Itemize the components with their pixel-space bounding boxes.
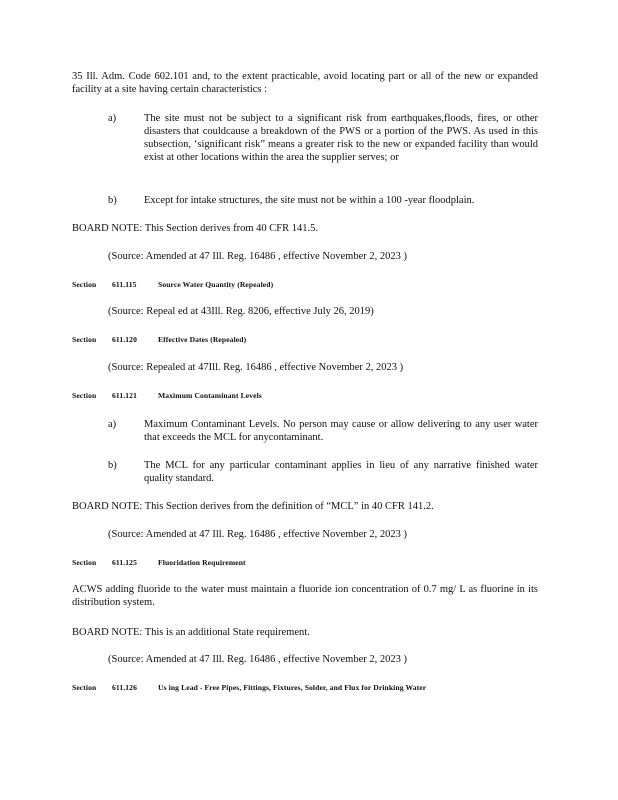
fluoridation-paragraph: ACWS adding fluoride to the water must maintain a fluoride ion concentration of 0.7 mg/ L as fluorine in its distribution system. bbox=[72, 584, 538, 608]
board-note: BOARD NOTE: This is an additional State requirement. bbox=[72, 627, 310, 638]
item-label: b) bbox=[108, 460, 117, 471]
section-title: Maximum Contaminant Levels bbox=[158, 391, 262, 400]
section-title: Fluoridation Requirement bbox=[158, 558, 246, 567]
list-item bbox=[108, 418, 538, 446]
section-number: 611.125 bbox=[112, 558, 137, 567]
list-item bbox=[108, 459, 538, 487]
item-label: a) bbox=[108, 113, 117, 124]
list-item bbox=[108, 112, 538, 180]
section-number: 611.121 bbox=[112, 391, 137, 400]
section-title: Source Water Quantity (Repealed) bbox=[158, 280, 274, 289]
item-label: a) bbox=[108, 419, 117, 430]
item-text: The MCL for any particular contaminant applies in lieu of any narrative finished water quality standard. bbox=[144, 460, 538, 484]
section-label: Section bbox=[72, 280, 97, 289]
section-label: Section bbox=[72, 335, 97, 344]
section-label: Section bbox=[72, 558, 97, 567]
section-heading bbox=[72, 279, 538, 291]
section-label: Section bbox=[72, 683, 97, 692]
item-text: The site must not be subject to a significant risk from earthquakes,floods, fires, or other disasters that couldcause a breakdown of the PWS or a portion of the PWS. As used in this subsection, ‘significant risk” means a greater risk to the new or expanded facility than would exist at other locations within the area the supplier serves; or bbox=[144, 113, 538, 163]
source-note: (Source: Repealed at 47Ill. Reg. 16486 , effective November 2, 2023 ) bbox=[108, 362, 404, 373]
section-number: 611.115 bbox=[112, 280, 137, 289]
source-note: (Source: Amended at 47 Ill. Reg. 16486 , effective November 2, 2023 ) bbox=[108, 251, 407, 262]
item-label: b) bbox=[108, 195, 117, 206]
source-note: (Source: Repeal ed at 43Ill. Reg. 8206, effective July 26, 2019) bbox=[108, 306, 374, 317]
section-number: 611.120 bbox=[112, 335, 137, 344]
list-item bbox=[108, 194, 538, 208]
source-note: (Source: Amended at 47 Ill. Reg. 16486 , effective November 2, 2023 ) bbox=[108, 654, 407, 665]
item-text: Maximum Contaminant Levels. No person may cause or allow delivering to any user water that exceeds the MCL for anycontaminant. bbox=[144, 419, 538, 443]
board-note: BOARD NOTE: This Section derives from the definition of “MCL” in 40 CFR 141.2. bbox=[72, 501, 434, 512]
intro-paragraph: 35 Ill. Adm. Code 602.101 and, to the extent practicable, avoid locating part or all of the new or expanded facility at a site having certain characteristics : bbox=[72, 71, 538, 95]
section-heading bbox=[72, 334, 538, 346]
section-number: 611.126 bbox=[112, 683, 137, 692]
item-text: Except for intake structures, the site must not be within a 100 -year floodplain. bbox=[144, 195, 475, 206]
section-title: Effective Dates (Repealed) bbox=[158, 335, 247, 344]
section-heading bbox=[72, 682, 538, 708]
section-heading bbox=[72, 557, 538, 569]
board-note: BOARD NOTE: This Section derives from 40 CFR 141.5. bbox=[72, 223, 318, 234]
section-title: Us ing Lead - Free Pipes, Fittings, Fixtures, Solder, and Flux for Drinking Water bbox=[158, 683, 427, 692]
section-heading bbox=[72, 390, 538, 402]
section-label: Section bbox=[72, 391, 97, 400]
source-note: (Source: Amended at 47 Ill. Reg. 16486 , effective November 2, 2023 ) bbox=[108, 529, 407, 540]
